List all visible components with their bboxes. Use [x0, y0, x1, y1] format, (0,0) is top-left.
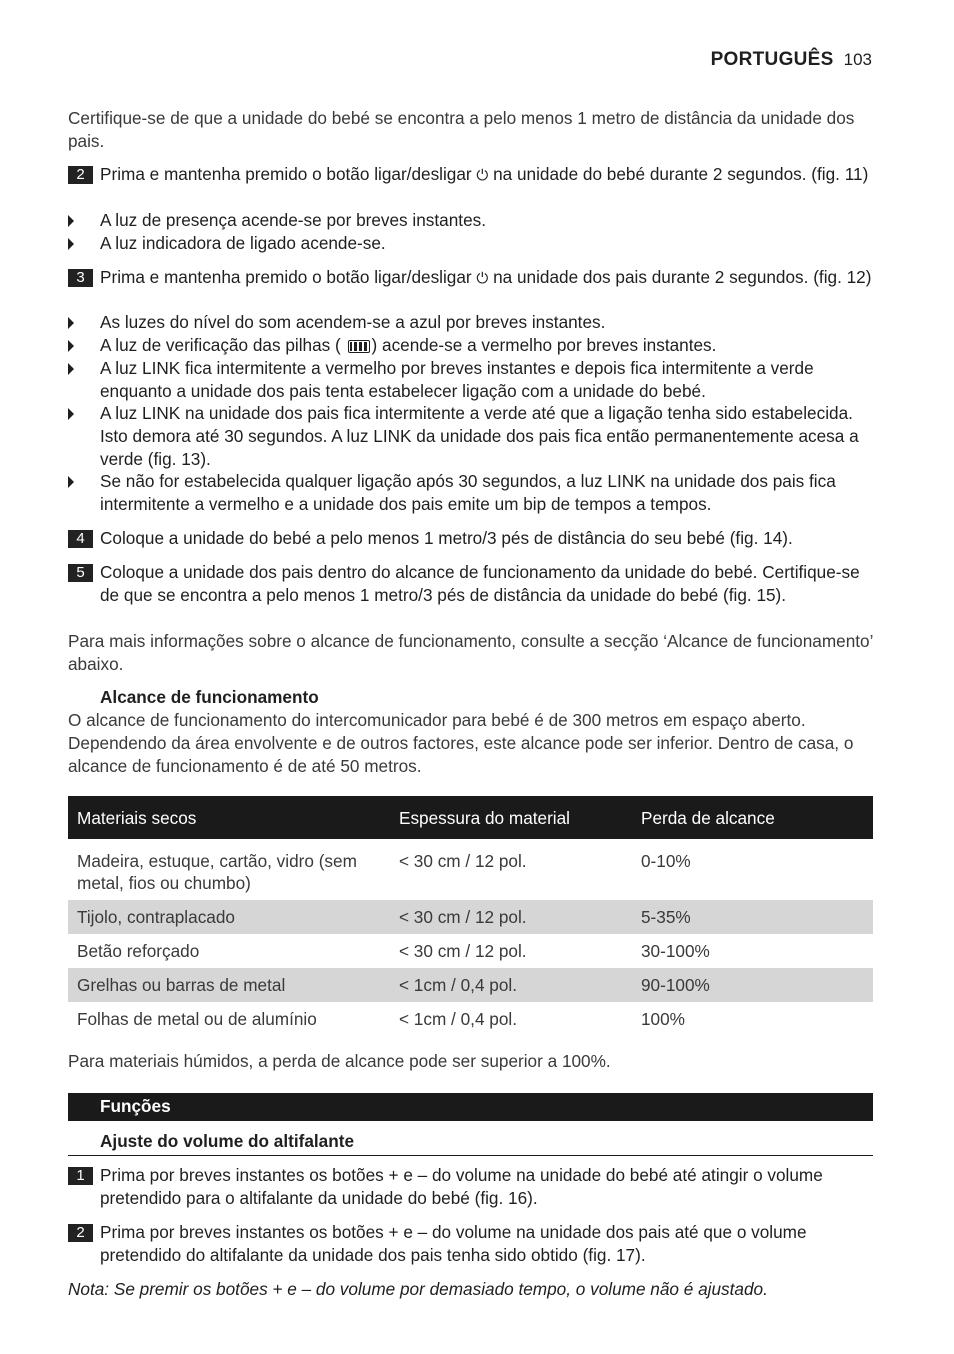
- note: Nota: Se premir os botões + e – do volume por demasiado tempo, o volume não é ajustado.: [68, 1279, 768, 1299]
- table-cell: 0-10%: [641, 851, 691, 871]
- step-3: [68, 266, 876, 290]
- intro-paragraph: Certifique-se de que a unidade do bebé se encontra a pelo menos 1 metro de distância da unidade dos pais.: [68, 108, 855, 151]
- table-cell: Folhas de metal ou de alumínio: [77, 1009, 317, 1029]
- table-cell: < 30 cm / 12 pol.: [399, 851, 527, 871]
- column-header: Perda de alcance: [632, 796, 873, 839]
- section-title: Funções: [100, 1096, 171, 1116]
- table-cell: < 1cm / 0,4 pol.: [390, 968, 632, 1002]
- step-number: 1: [68, 1167, 93, 1185]
- range-heading: Alcance de funcionamento: [100, 687, 319, 707]
- bullet-arrow-icon: [68, 317, 74, 329]
- table-row: [68, 968, 873, 1002]
- table-row: [68, 1002, 873, 1036]
- column-header: Espessura do material: [390, 796, 632, 839]
- list-item: As luzes do nível do som acendem-se a azul por breves instantes.: [68, 311, 876, 334]
- step-number: 2: [68, 1224, 93, 1242]
- bullet-arrow-icon: [68, 238, 74, 250]
- step-2: [68, 163, 876, 187]
- power-icon: ⏻: [476, 167, 489, 184]
- battery-icon: [348, 340, 370, 353]
- volume-subheading: Ajuste do volume do altifalante: [100, 1131, 355, 1151]
- list-item: A luz de verificação das pilhas ( ) acende-se a vermelho por breves instantes.: [68, 334, 876, 357]
- page-header: [711, 48, 872, 74]
- table-cell: < 30 cm / 12 pol.: [390, 900, 632, 934]
- list-item: A luz de presença acende-se por breves instantes.: [68, 209, 876, 232]
- step-5: [68, 561, 876, 607]
- table-cell: < 30 cm / 12 pol.: [399, 941, 527, 961]
- bullet-arrow-icon: [68, 340, 74, 352]
- table-header-row: [68, 796, 873, 839]
- step-text: Prima e mantenha premido o botão ligar/desligar: [100, 164, 477, 184]
- table-cell: 90-100%: [632, 968, 873, 1002]
- table-row: [68, 900, 873, 934]
- range-paragraph: O alcance de funcionamento do intercomunicador para bebé é de 300 metros em espaço aberto. Dependendo da área envolvente e de outros factores, este alcance pode ser inferior. Dentro de casa, o alcance de funcionamento é de até 50 metros.: [68, 710, 854, 776]
- divider: [68, 1155, 873, 1156]
- bullet-arrow-icon: [68, 363, 74, 375]
- step-number: 5: [68, 564, 93, 582]
- step-text: Prima e mantenha premido o botão ligar/desligar: [100, 267, 477, 287]
- column-header: Materiais secos: [68, 796, 390, 839]
- list-item: A luz LINK fica intermitente a vermelho por breves instantes e depois fica intermitente a verde enquanto a unidade dos pais tenta estabelecer ligação com a unidade do bebé.: [68, 357, 876, 403]
- humid-note: Para materiais húmidos, a perda de alcance pode ser superior a 100%.: [68, 1051, 611, 1071]
- bullet-arrow-icon: [68, 215, 74, 227]
- step-text: Prima por breves instantes os botões + e – do volume na unidade dos pais até que o volume pretendido do altifalante da unidade dos pais tenha sido obtido (fig. 17).: [100, 1222, 807, 1265]
- bullet-arrow-icon: [68, 408, 74, 420]
- list-item: A luz LINK na unidade dos pais fica intermitente a verde até que a ligação tenha sido estabelecida. Isto demora até 30 segundos. A luz LINK da unidade dos pais fica então permanentemente acesa a verde (fig. 13).: [68, 402, 876, 471]
- table-cell: 5-35%: [632, 900, 873, 934]
- step-text-cont: na unidade do bebé durante 2 segundos. (fig. 11): [488, 164, 869, 184]
- table-cell: < 1cm / 0,4 pol.: [399, 1009, 517, 1029]
- range-table: [68, 796, 873, 1036]
- step-4: [68, 527, 876, 550]
- table-cell: Tijolo, contraplacado: [68, 900, 390, 934]
- step-text: Prima por breves instantes os botões + e – do volume na unidade do bebé até atingir o volume pretendido para o altifalante da unidade do bebé (fig. 16).: [100, 1165, 823, 1208]
- more-info-paragraph: Para mais informações sobre o alcance de funcionamento, consulte a secção ‘Alcance de funcionamento’ abaixo.: [68, 631, 873, 674]
- step-number: 3: [68, 269, 93, 287]
- section-bar-funcoes: [68, 1093, 873, 1121]
- volume-step-1: [68, 1164, 876, 1210]
- table-row: [68, 934, 873, 968]
- table-row: [68, 839, 873, 900]
- power-icon: ⏻: [476, 270, 489, 287]
- step-text: Coloque a unidade dos pais dentro do alcance de funcionamento da unidade do bebé. Certifique-se de que se encontra a pelo menos 1 metro/3 pés de distância da unidade do bebé (fig. 15).: [100, 562, 860, 605]
- section-language: PORTUGUÊS: [710, 49, 834, 70]
- table-cell: Betão reforçado: [77, 941, 200, 961]
- page-number: 103: [843, 50, 872, 69]
- step-text-cont: na unidade dos pais durante 2 segundos. (fig. 12): [488, 267, 872, 287]
- table-cell: 30-100%: [641, 941, 710, 961]
- table-cell: Madeira, estuque, cartão, vidro (sem metal, fios ou chumbo): [77, 851, 357, 893]
- table-cell: 100%: [641, 1009, 685, 1029]
- step-number: 2: [68, 166, 93, 184]
- table-cell: Grelhas ou barras de metal: [68, 968, 390, 1002]
- step-number: 4: [68, 530, 93, 548]
- volume-step-2: [68, 1221, 876, 1267]
- list-item: Se não for estabelecida qualquer ligação após 30 segundos, a luz LINK na unidade dos pais fica intermitente a vermelho e a unidade dos pais emite um bip de tempos a tempos.: [68, 470, 876, 516]
- list-item: A luz indicadora de ligado acende-se.: [68, 232, 876, 255]
- step-text: Coloque a unidade do bebé a pelo menos 1 metro/3 pés de distância do seu bebé (fig. 14).: [100, 528, 793, 548]
- bullet-arrow-icon: [68, 476, 74, 488]
